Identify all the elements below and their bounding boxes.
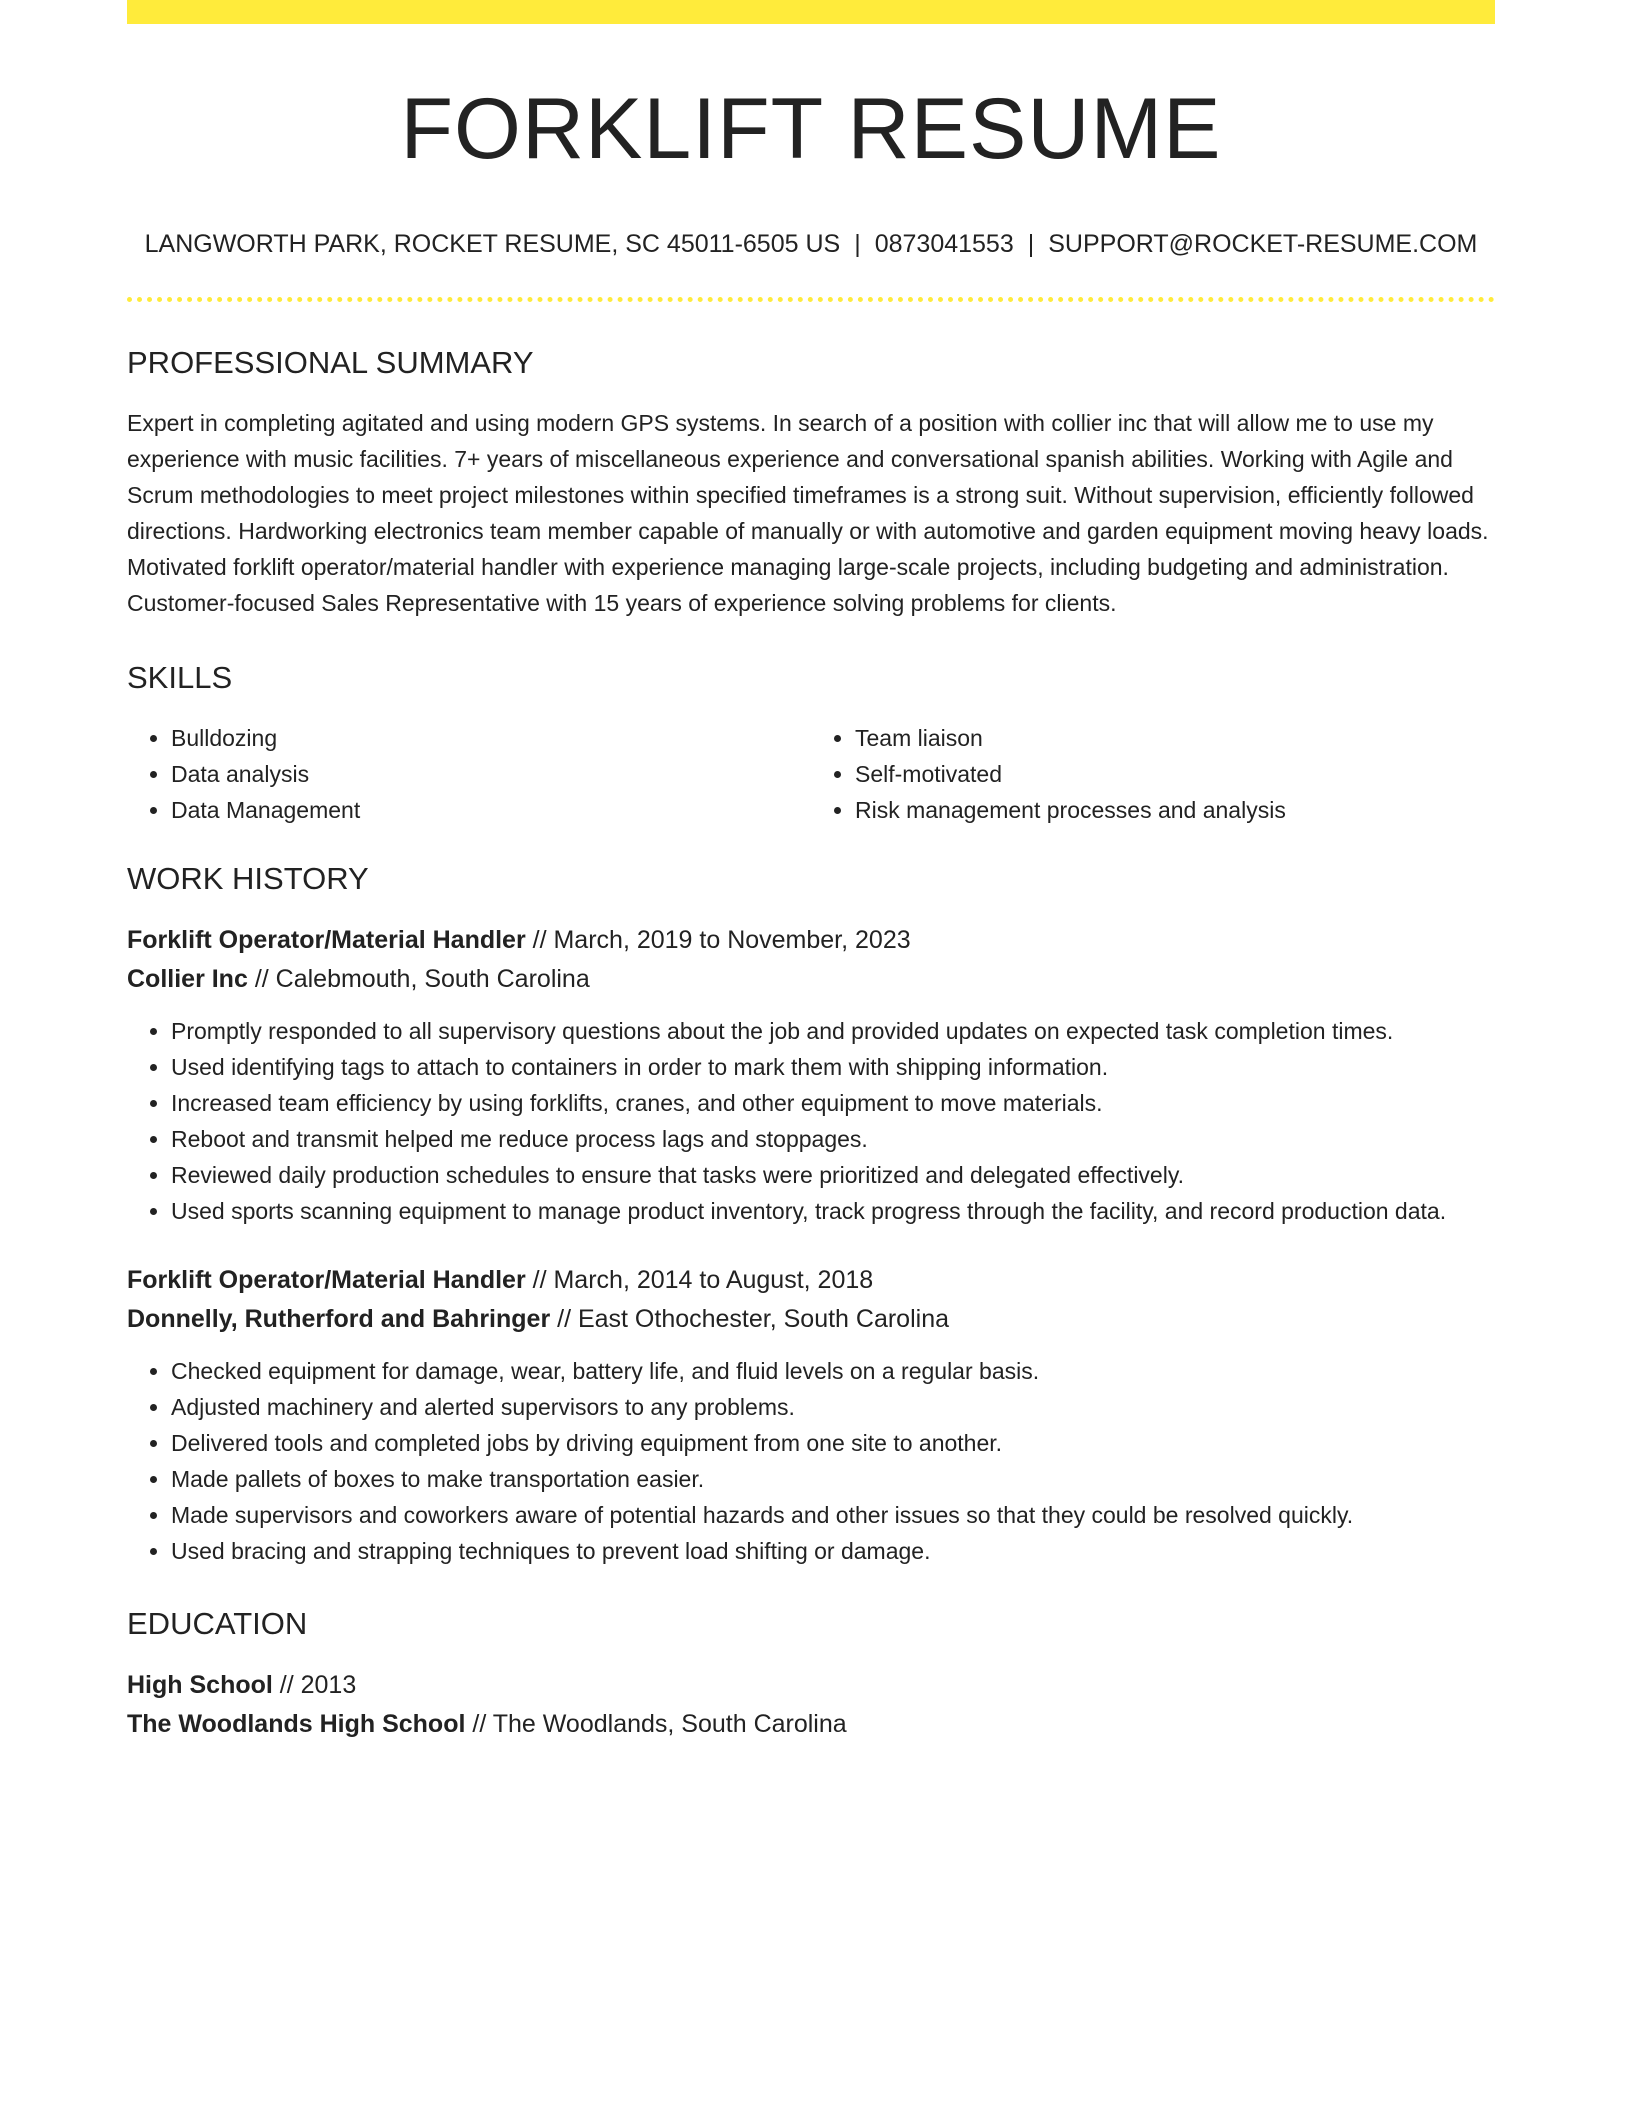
job-bullet: • Reboot and transmit helped me reduce process lags and stoppages. [171,1121,1495,1157]
education-year: // 2013 [272,1671,357,1700]
job-bullet: • Used sports scanning equipment to manage product inventory, track progress through the facility, and record production data. [171,1193,1495,1229]
contact-phone: 0873041553 [874,229,1014,258]
education-entry [127,1666,1495,1744]
job-bullet: • Reviewed daily production schedules to ensure that tasks were prioritized and delegated effectively. [171,1157,1495,1193]
contact-separator: | [854,229,861,258]
job-bullets [127,1353,1495,1569]
education-location: // The Woodlands, South Carolina [465,1710,847,1739]
resume-page [127,0,1495,1744]
job-location: // East Othochester, South Carolina [550,1305,949,1334]
section-title-summary: PROFESSIONAL SUMMARY [127,344,534,380]
education-school: The Woodlands High School [127,1710,466,1739]
job-bullet: • Used identifying tags to attach to containers in order to mark them with shipping information. [171,1049,1495,1085]
skills-list [127,720,1495,828]
job-bullets [127,1013,1495,1229]
job-bullet: • Adjusted machinery and alerted supervisors to any problems. [171,1389,1495,1425]
section-title-education: EDUCATION [127,1606,308,1642]
job-bullet: • Used bracing and strapping techniques to prevent load shifting or damage. [171,1533,1495,1569]
job-entry [127,1261,1495,1569]
job-title: Forklift Operator/Material Handler [127,1266,526,1295]
job-title: Forklift Operator/Material Handler [127,926,526,955]
skill-item: • Data analysis [171,756,811,792]
skills-column-left [127,720,811,828]
job-bullet: • Increased team efficiency by using forklifts, cranes, and other equipment to move materials. [171,1085,1495,1121]
education-school-line [127,1705,1495,1744]
contact-line [127,229,1495,259]
resume-name: FORKLIFT RESUME [400,81,1222,177]
skills-column-right [811,720,1495,828]
job-title-line [127,921,1495,960]
job-dates: // March, 2019 to November, 2023 [525,926,911,955]
job-title-line [127,1261,1495,1300]
accent-top-bar [127,0,1495,24]
job-company: Donnelly, Rutherford and Bahringer [127,1305,551,1334]
skill-item: • Team liaison [855,720,1495,756]
section-title-work-history: WORK HISTORY [127,860,369,896]
job-bullet: • Delivered tools and completed jobs by driving equipment from one site to another. [171,1425,1495,1461]
job-entry [127,921,1495,1229]
job-company: Collier Inc [127,965,248,994]
job-bullet: • Made pallets of boxes to make transportation easier. [171,1461,1495,1497]
skill-item: • Data Management [171,792,811,828]
summary-text: Expert in completing agitated and using modern GPS systems. In search of a position with collier inc that will allow me to use my experience with music facilities. 7+ years of miscellaneous experience and conversational spanish abilities. Working with Agile and Scrum methodologies to meet project milestones within specified timeframes is a strong suit. Without supervision, efficiently followed directions. Hardworking electronics team member capable of manually or with automotive and garden equipment moving heavy loads. Motivated forklift operator/material handler with experience managing large-scale projects, including budgeting and administration. Customer-focused Sales Representative with 15 years of experience solving problems for clients. [127,409,1489,616]
job-company-line [127,1300,1495,1339]
contact-separator: | [1027,229,1035,258]
job-location: // Calebmouth, South Carolina [247,965,590,994]
education-degree: High School [127,1671,273,1700]
job-dates: // March, 2014 to August, 2018 [525,1266,874,1295]
dotted-divider [127,297,1495,302]
section-title-skills: SKILLS [127,659,233,695]
skill-item: • Self-motivated [855,756,1495,792]
job-bullet: • Promptly responded to all supervisory questions about the job and provided updates on expected task completion times. [171,1013,1495,1049]
job-company-line [127,960,1495,999]
skill-item: • Risk management processes and analysis [855,792,1495,828]
education-degree-line [127,1666,1495,1705]
skill-item: • Bulldozing [171,720,811,756]
contact-address: LANGWORTH PARK, ROCKET RESUME, SC 45011-6505 US [144,229,841,258]
contact-email: SUPPORT@ROCKET-RESUME.COM [1048,229,1478,258]
job-bullet: • Made supervisors and coworkers aware of potential hazards and other issues so that they could be resolved quickly. [171,1497,1495,1533]
job-bullet: • Checked equipment for damage, wear, battery life, and fluid levels on a regular basis. [171,1353,1495,1389]
